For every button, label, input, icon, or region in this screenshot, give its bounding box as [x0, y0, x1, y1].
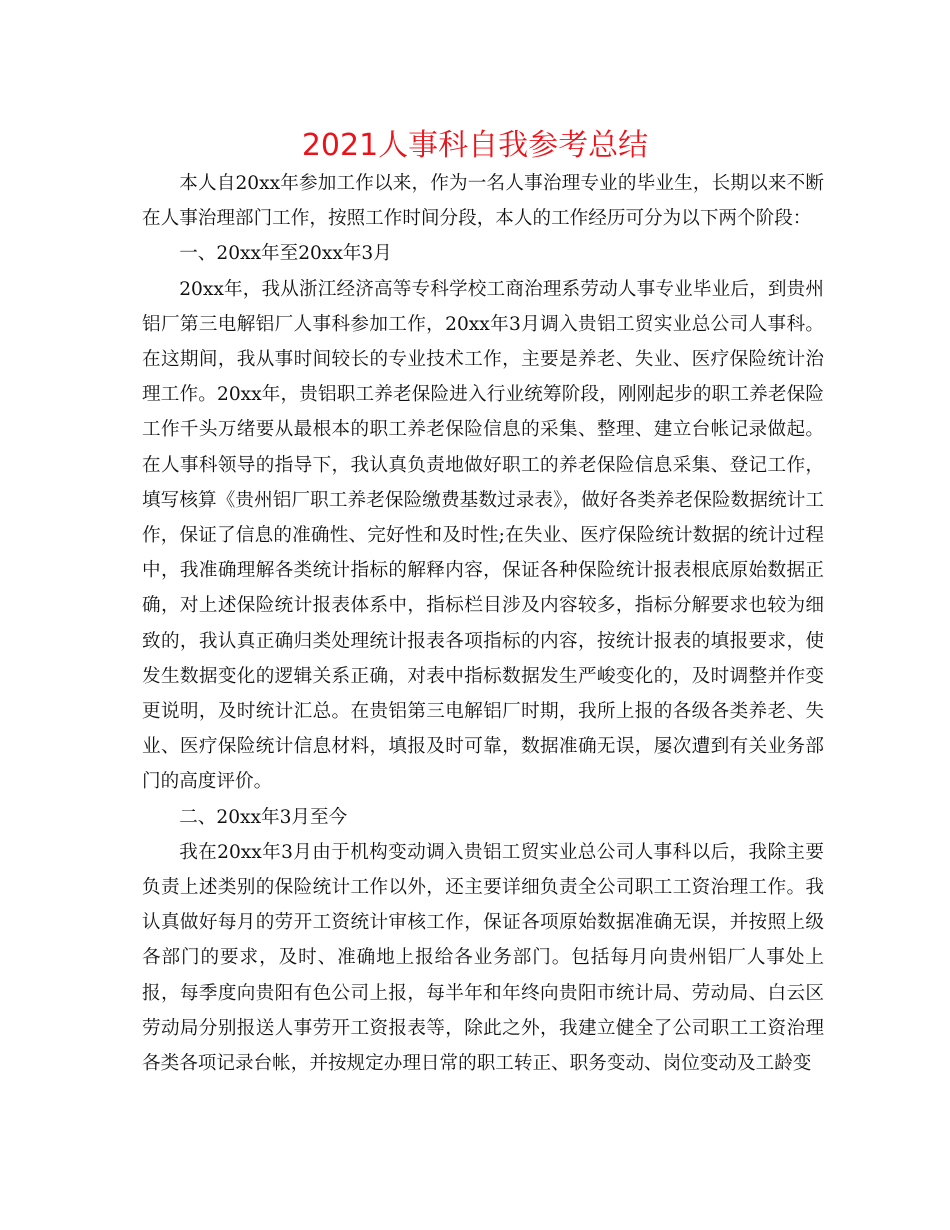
paragraph-section-2: 我在20xx年3月由于机构变动调入贵铝工贸实业总公司人事科以后，我除主要负责上述类别的保险统计工作以外，还主要详细负责全公司职工工资治理工作。我认真做好每月的劳开工资统计审核工作，保证各项原始数据准确无误，并按照上级各部门的要求，及时、准确地上报给各业务部门。包括每月向贵州铝厂人事处上报，每季度向贵阳有色公司上报，每半年和年终向贵阳市统计局、劳动局、白云区劳动局分别报送人事劳开工资报表等，除此之外，我建立健全了公司职工工资治理各类各项记录台帐，并按规定办理日常的职工转正、职务变动、岗位变动及工龄变 [142, 841, 824, 1075]
paragraph-intro: 本人自20xx年参加工作以来，作为一名人事治理专业的毕业生，长期以来不断在人事治理部门工作，按照工作时间分段，本人的工作经历可分为以下两个阶段： [142, 173, 824, 230]
section-heading-1: 一、20xx年至20xx年3月 [179, 243, 392, 265]
section-heading-2: 二、20xx年3月至今 [179, 806, 348, 828]
document-body [142, 166, 824, 1081]
paragraph-section-1: 20xx年，我从浙江经济高等专科学校工商治理系劳动人事专业毕业后，到贵州铝厂第三电解铝厂人事科参加工作，20xx年3月调入贵铝工贸实业总公司人事科。在这期间，我从事时间较长的专业技术工作，主要是养老、失业、医疗保险统计治理工作。20xx年，贵铝职工养老保险进入行业统筹阶段，刚刚起步的职工养老保险工作千头万绪要从最根本的职工养老保险信息的采集、整理、建立台帐记录做起。在人事科领导的指导下，我认真负责地做好职工的养老保险信息采集、登记工作，填写核算《贵州铝厂职工养老保险缴费基数过录表》，做好各类养老保险数据统计工作，保证了信息的准确性、完好性和及时性;在失业、医疗保险统计数据的统计过程中，我准确理解各类统计指标的解释内容，保证各种保险统计报表根底原始数据正确，对上述保险统计报表体系中，指标栏目涉及内容较多，指标分解要求也较为细致的，我认真正确归类处理统计报表各项指标的内容，按统计报表的填报要求，使发生数据变化的逻辑关系正确，对表中指标数据发生严峻变化的，及时调整并作变更说明，及时统计汇总。在贵铝第三电解铝厂时期，我所上报的各级各类养老、失业、医疗保险统计信息材料，填报及时可靠，数据准确无误，屡次遭到有关业务部门的高度评价。 [142, 278, 824, 793]
document-title: 2021人事科自我参考总结 [301, 128, 649, 163]
